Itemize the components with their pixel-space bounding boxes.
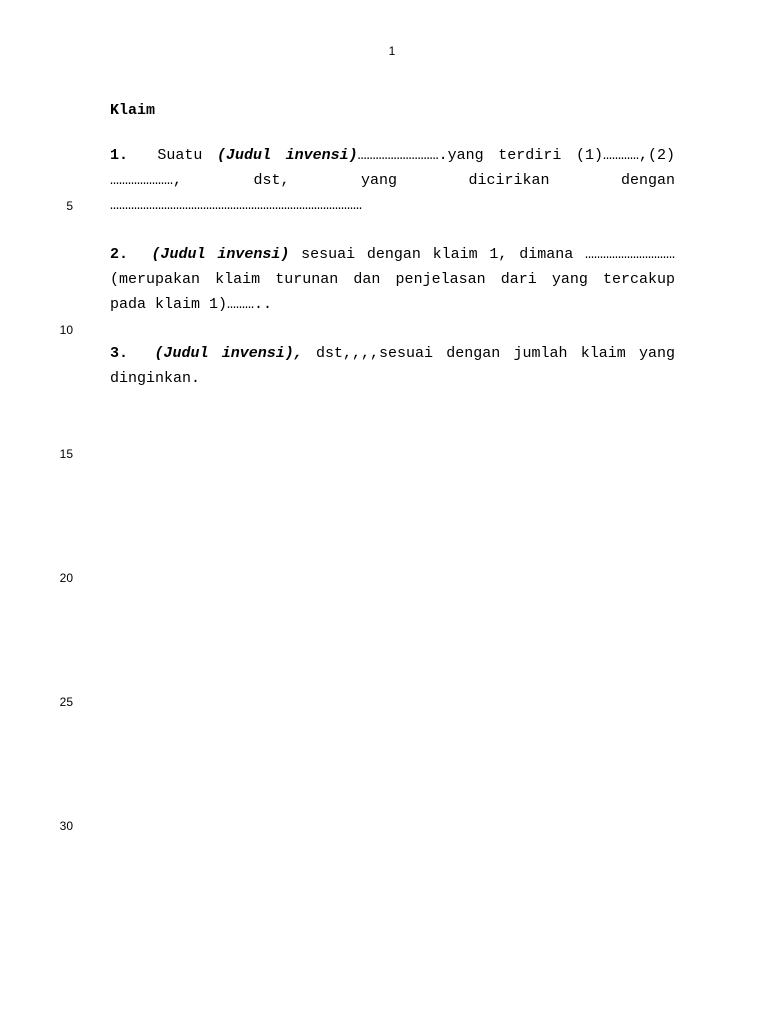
claim-3 <box>110 341 675 391</box>
claim-1-line-2: …………………, dst, yang dicirikan dengan <box>110 172 675 189</box>
claim-3-text: dst,,,,sesuai dengan jumlah klaim yang <box>302 345 675 362</box>
line-number-25: 25 <box>59 695 73 709</box>
claims-section <box>110 98 675 391</box>
line-number-15: 15 <box>59 447 73 461</box>
line-number-5: 5 <box>66 199 73 213</box>
claim-2-line-2: (merupakan klaim turunan dan penjelasan dari yang tercakup <box>110 271 675 288</box>
claim-2-title: (Judul invensi) <box>151 246 290 263</box>
claim-3-number: 3. <box>110 345 129 362</box>
claim-1-line-1 <box>110 143 675 168</box>
line-number-30: 30 <box>59 819 73 833</box>
claim-3-line-1 <box>110 341 675 366</box>
claim-3-title: (Judul invensi), <box>154 345 303 362</box>
line-number-20: 20 <box>59 571 73 585</box>
claim-3-line-2: dinginkan. <box>110 370 201 387</box>
claim-1-prefix: Suatu <box>157 147 217 164</box>
page-number: 1 <box>388 44 396 58</box>
claims-heading: Klaim <box>110 102 156 119</box>
claim-2-text: sesuai dengan klaim 1, dimana ………………………… <box>289 246 675 263</box>
claim-1-number: 1. <box>110 147 129 164</box>
claim-2-number: 2. <box>110 246 129 263</box>
claim-2 <box>110 242 675 317</box>
claim-2-line-1 <box>110 242 675 267</box>
claim-1 <box>110 143 675 218</box>
claim-1-title: (Judul invensi) <box>216 147 358 164</box>
claim-2-line-3: pada klaim 1)……….. <box>110 296 273 313</box>
claim-1-text: ……………………….yang terdiri (1)…………,(2) <box>357 147 675 164</box>
line-number-10: 10 <box>59 323 73 337</box>
claim-1-line-3: ………………………………………………………………………… <box>110 197 363 214</box>
